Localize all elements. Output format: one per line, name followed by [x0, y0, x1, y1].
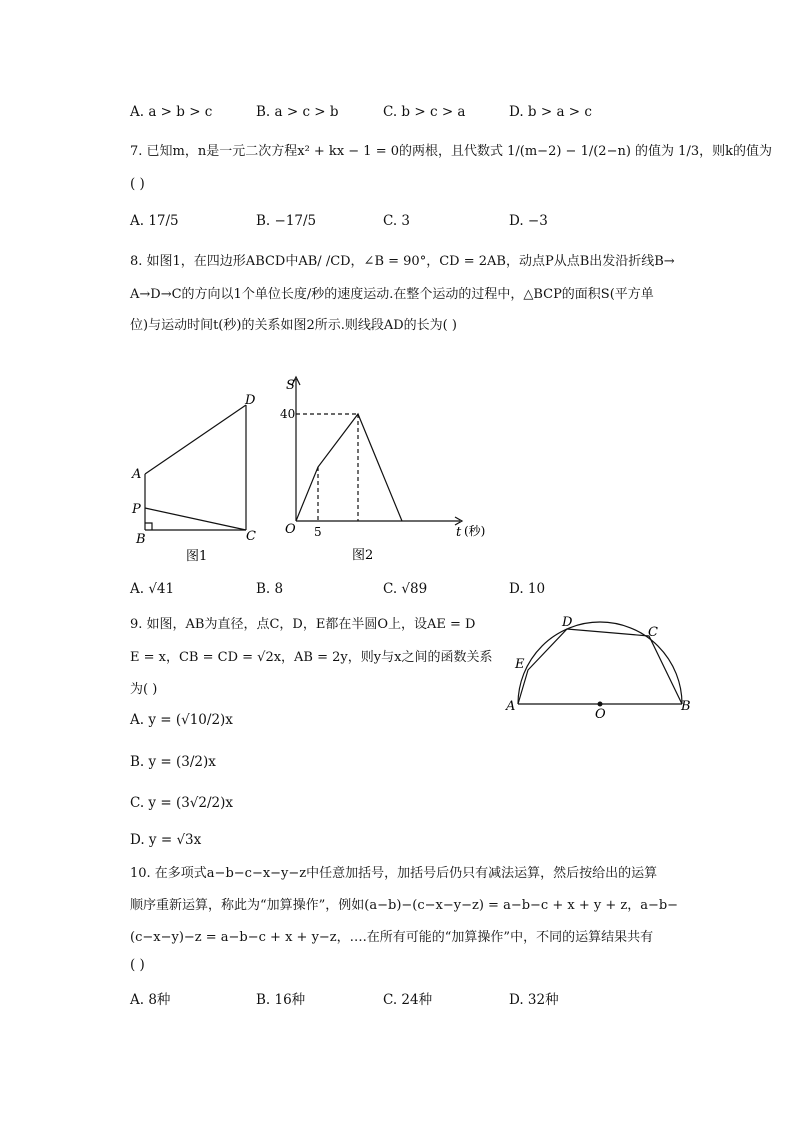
- q10-option-b: B. 16种: [256, 992, 306, 1008]
- q6-option-c: C. b > c > a: [383, 104, 466, 120]
- right-angle-mark: [145, 523, 152, 530]
- q10-option-d: D. 32种: [509, 992, 559, 1008]
- label-e: E: [515, 657, 525, 672]
- q10-stem-line1: 10. 在多项式a−b−c−x−y−z中任意加括号，加括号后仍只有减法运算，然后按给出的运算: [130, 866, 658, 881]
- polyline-aedcb: [518, 629, 682, 704]
- q7-option-d: D. −3: [509, 213, 548, 229]
- q6-option-b: B. a > c > b: [256, 104, 339, 120]
- q8-option-b: B. 8: [256, 581, 284, 597]
- x-axis-unit: (秒): [464, 524, 486, 538]
- q7-option-b: B. −17/5: [256, 213, 317, 229]
- figure-1-caption: 图1: [186, 549, 208, 564]
- label-c: C: [648, 625, 658, 640]
- q9-option-d: D. y = √3x: [130, 832, 202, 848]
- label-p: P: [132, 502, 141, 517]
- q8-option-a: A. √41: [130, 581, 175, 597]
- label-a: A: [132, 467, 142, 482]
- label-b: B: [136, 532, 146, 547]
- q8-stem-line1: 8. 如图1，在四边形ABCD中AB/ /CD，∠B = 90°，CD = 2AB，动点P从点B出发沿折线B→: [130, 254, 675, 269]
- q8-figure-1: [126, 388, 266, 566]
- segment-pc: [145, 508, 246, 530]
- area-time-graph: [296, 414, 402, 521]
- q8-option-c: C. √89: [383, 581, 428, 597]
- q10-option-c: C. 24种: [383, 992, 433, 1008]
- q10-stem-line4: ( ): [130, 957, 145, 973]
- x-tick-5: 5: [314, 525, 322, 539]
- q9-figure: [500, 612, 700, 722]
- q10-stem-line2: 顺序重新运算，称此为“加算操作”，例如(a−b)−(c−x−y−z) = a−b−c + x + y + z，a−b−: [130, 898, 679, 913]
- q8-option-d: D. 10: [509, 581, 546, 597]
- origin-label: O: [285, 522, 296, 537]
- y-tick-40: 40: [280, 407, 296, 421]
- center-point-o: [598, 702, 603, 707]
- label-a: A: [506, 699, 516, 714]
- q9-option-a: A. y = (√10/2)x: [130, 712, 233, 728]
- q8-stem-line3: 位)与运动时间t(秒)的关系如图2所示.则线段AD的长为( ): [130, 318, 457, 333]
- label-b: B: [681, 699, 691, 714]
- q9-option-c: C. y = (3√2/2)x: [130, 795, 234, 811]
- segment-ad: [145, 405, 246, 474]
- q10-stem-line3: (c−x−y)−z = a−b−c + x + y−z，….在所有可能的“加算操作”中，不同的运算结果共有: [130, 930, 654, 945]
- label-d: D: [245, 393, 256, 408]
- q9-option-b: B. y = (3/2)x: [130, 754, 216, 770]
- label-c: C: [246, 529, 256, 544]
- x-axis-label: t: [456, 525, 462, 540]
- y-axis-label: S: [286, 378, 295, 393]
- label-d: D: [562, 615, 573, 630]
- q10-option-a: A. 8种: [130, 992, 171, 1008]
- figure-2-caption: 图2: [352, 548, 374, 563]
- q9-stem-line2: E = x，CB = CD = √2x，AB = 2y，则y与x之间的函数关系: [130, 650, 493, 665]
- q8-stem-line2: A→D→C的方向以1个单位长度/秒的速度运动.在整个运动的过程中，△BCP的面积S(平方单: [130, 287, 654, 302]
- q7-option-a: A. 17/5: [130, 213, 179, 229]
- label-o: O: [595, 707, 606, 722]
- q6-option-a: A. a > b > c: [130, 104, 213, 120]
- q9-stem-line3: 为( ): [130, 682, 158, 697]
- q6-option-d: D. b > a > c: [509, 104, 592, 120]
- q8-figure-2: [278, 373, 498, 566]
- q7-option-c: C. 3: [383, 213, 411, 229]
- q9-stem-line1: 9. 如图，AB为直径，点C，D，E都在半圆O上，设AE = D: [130, 617, 476, 632]
- q7-stem-line1: 7. 已知m，n是一元二次方程x² + kx − 1 = 0的两根，且代数式 1/(m−2) − 1/(2−n) 的值为 1/3，则k的值为: [130, 144, 772, 159]
- q7-stem-line2: ( ): [130, 176, 145, 192]
